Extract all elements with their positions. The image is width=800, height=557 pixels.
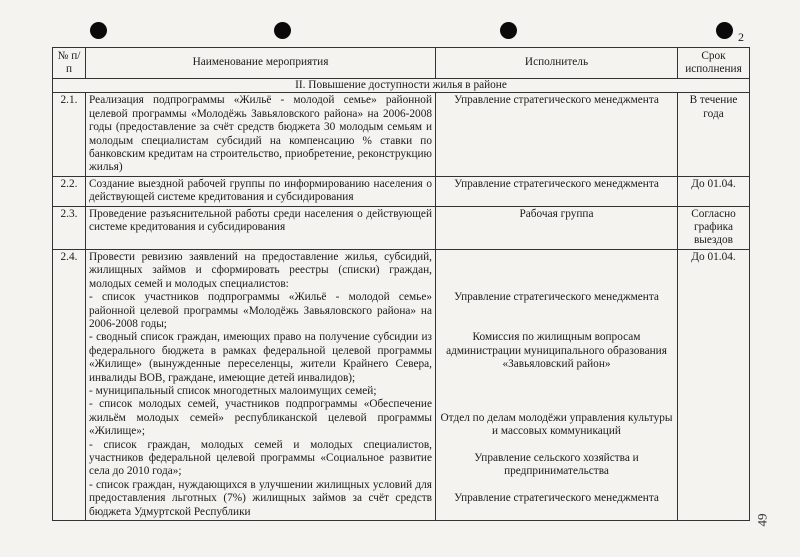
row-term: В течение года [678, 93, 750, 176]
punch-hole-2 [274, 22, 291, 39]
row-term: До 01.04. [678, 176, 750, 206]
executor-item: Управление стратегического менеджмента [454, 291, 659, 304]
executor-item: Отдел по делам молодёжи управления культуры и массовых коммуникаций [440, 411, 673, 438]
row-name [86, 249, 436, 520]
row-number: 2.4. [53, 249, 86, 520]
plan-table [52, 47, 750, 521]
header-number: № п/п [53, 48, 86, 79]
list-item: Провести ревизию заявлений на предоставление жилья, субсидий, жилищных займов и сформировать реестры (списки) граждан, молодых семей и молодых специалистов: [89, 250, 432, 290]
executor-item: Управление стратегического менеджмента [454, 492, 659, 505]
row-name: Реализация подпрограммы «Жильё - молодой семье» районной целевой программы «Молодёжь Завьяловского района» на 2006-2008 годы (предоставление за счёт средств бюджета 30 молодым семьям и молодым специалистам субсидий на компенсацию % ставки по банковским кредитам на строительство, приобретение, реконструкцию жилья) [86, 93, 436, 176]
row-number: 2.1. [53, 93, 86, 176]
row-executor: Управление стратегического менеджмента [436, 93, 678, 176]
section-title: II. Повышение доступности жилья в районе [53, 79, 750, 93]
section-row [53, 79, 750, 93]
page-number: 2 [738, 30, 744, 44]
punch-hole-1 [90, 22, 107, 39]
punch-hole-4 [716, 22, 733, 39]
header-executor: Исполнитель [436, 48, 678, 79]
table-row [53, 249, 750, 520]
row-name: Создание выездной рабочей группы по информированию населения о действующей системе кредитования и субсидирования [86, 176, 436, 206]
executor-item: Управление сельского хозяйства и предпринимательства [474, 451, 639, 478]
table-row [53, 206, 750, 249]
row-term: До 01.04. [678, 249, 750, 520]
punch-hole-3 [500, 22, 517, 39]
row-number: 2.2. [53, 176, 86, 206]
list-item: - муниципальный список многодетных малоимущих семей; [89, 384, 377, 397]
row-term: Согласно графика выездов [678, 206, 750, 249]
header-name: Наименование мероприятия [86, 48, 436, 79]
row-number: 2.3. [53, 206, 86, 249]
side-handwritten-mark: 49 [754, 513, 770, 527]
list-item: - сводный список граждан, имеющих право на получение субсидии из федерального бюджета в рамках федеральной целевой программы «Жилище» (вынужденные переселенцы, жители Крайнего Севера, инвалиды ВОВ, граждане, имеющие детей инвалидов); [89, 331, 432, 384]
table-row [53, 176, 750, 206]
header-row [53, 48, 750, 79]
header-term: Срок исполнения [678, 48, 750, 79]
list-item: - список молодых семей, участников подпрограммы «Обеспечение жильём молодых семей» республиканской целевой программы «Жилище»; [89, 398, 432, 438]
row-executor: Управление стратегического менеджмента [436, 176, 678, 206]
executor-item: Комиссия по жилищным вопросам администрации муниципального образования «Завьяловский район» [446, 331, 667, 371]
list-item: - список участников подпрограммы «Жильё - молодой семье» районной целевой программы «Молодёжь Завьяловского района» на 2006-2008 годы; [89, 291, 432, 330]
table-row [53, 93, 750, 176]
row-executor: Рабочая группа [436, 206, 678, 249]
row-executor [436, 249, 678, 520]
list-item: - список граждан, нуждающихся в улучшении жилищных условий для предоставления льготных (7%) жилищных займов за счёт средств бюджета Удмуртской Республики [89, 478, 432, 518]
list-item: - список граждан, молодых семей и молодых специалистов, участников федеральной целевой программы «Социальное развитие села до 2010 года»; [89, 438, 432, 478]
row-name: Проведение разъяснительной работы среди населения о действующей системе кредитования и субсидирования [86, 206, 436, 249]
